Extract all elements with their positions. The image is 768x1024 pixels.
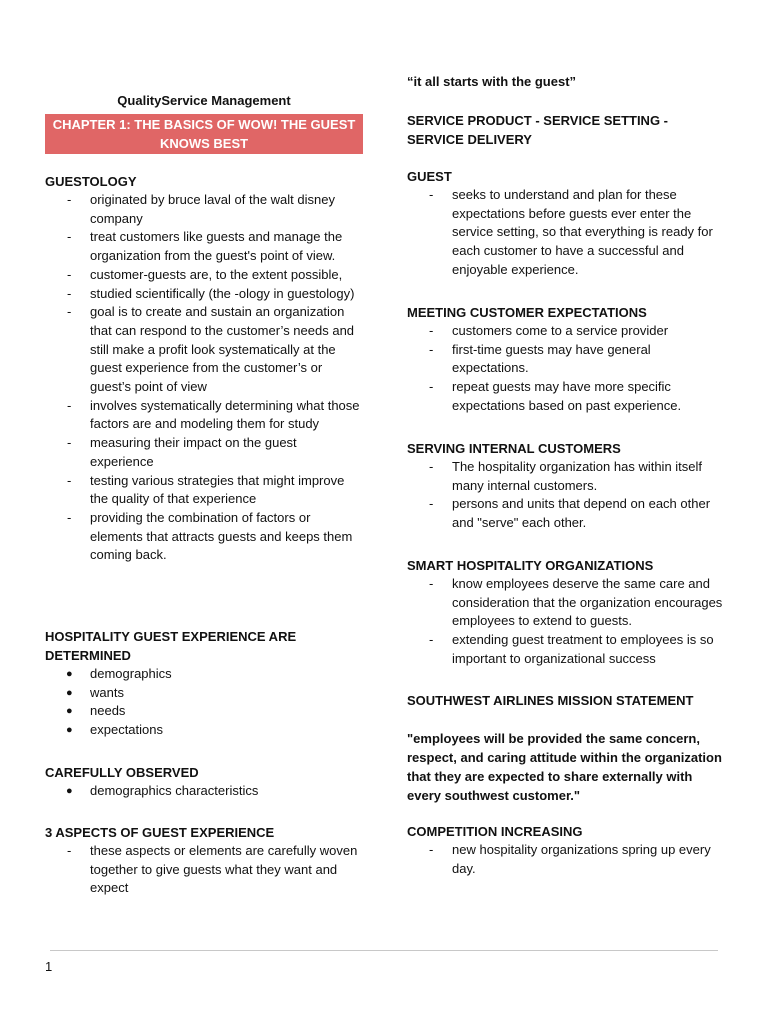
- dash-marker: -: [67, 472, 72, 488]
- section-heading: HOSPITALITY GUEST EXPERIENCE ARE DETERMINED: [45, 629, 297, 663]
- aspects-list: [45, 842, 363, 898]
- dash-marker: -: [429, 496, 434, 512]
- list-item: ● wants: [45, 684, 363, 703]
- list-item: - persons and units that depend on each other and "serve" each other.: [429, 496, 711, 531]
- dash-marker: -: [67, 304, 72, 320]
- bullet-marker: ●: [66, 724, 73, 737]
- section-internal: [407, 439, 725, 533]
- section-heading: SERVING INTERNAL CUSTOMERS: [407, 441, 621, 456]
- section-heading: SMART HOSPITALITY ORGANIZATIONS: [407, 558, 654, 573]
- list-item: ● demographics characteristics: [45, 782, 363, 801]
- list-item: - goal is to create and sustain an organization that can respond to the customer’s needs and still make a profit look systematically at the guest experience from the customer’s or guest’s point of view: [67, 304, 355, 395]
- internal-list: [407, 458, 725, 533]
- smart-list: [407, 575, 725, 669]
- section-mission-quote: [407, 729, 725, 805]
- chapter-banner: CHAPTER 1: THE BASICS OF WOW! THE GUEST KNOWS BEST: [45, 114, 363, 154]
- service-heading: SERVICE PRODUCT - SERVICE SETTING - SERVICE DELIVERY: [407, 113, 669, 147]
- bullet-marker: ●: [66, 705, 73, 718]
- list-item: - these aspects or elements are carefully woven together to give guests what they want and expect: [67, 843, 358, 896]
- list-item: - treat customers like guests and manage the organization from the guest's point of view.: [67, 229, 343, 264]
- list-item: - originated by bruce laval of the walt disney company: [67, 192, 335, 226]
- dash-marker: -: [429, 576, 434, 591]
- list-item: - seeks to understand and plan for these expectations before guests ever enter the service setting, so that everything is ready for each customer to have a successful and enjoyable experience.: [429, 187, 713, 277]
- dash-marker: -: [429, 632, 434, 648]
- list-item: ● needs: [45, 702, 363, 721]
- section-southwest: [407, 691, 725, 710]
- section-heading: MEETING CUSTOMER EXPECTATIONS: [407, 305, 647, 320]
- list-item: - The hospitality organization has within itself many internal customers.: [429, 459, 703, 493]
- section-heading: SOUTHWEST AIRLINES MISSION STATEMENT: [407, 693, 694, 708]
- dash-marker: -: [67, 397, 72, 413]
- meeting-list: [407, 322, 725, 416]
- determined-list: [45, 665, 363, 740]
- dash-marker: -: [429, 323, 434, 338]
- list-item: - first-time guests may have general expectations.: [429, 341, 651, 376]
- section-observed: [45, 763, 363, 801]
- section-competition: [407, 822, 725, 878]
- list-item: - measuring their impact on the guest experience: [67, 435, 297, 469]
- section-heading: GUESTOLOGY: [45, 174, 137, 189]
- section-guestology: [45, 172, 363, 565]
- mission-quote: "employees will be provided the same concern, respect, and caring attitude within the organization that they are expected to share externally with every southwest customer.": [407, 731, 722, 803]
- list-item: - extending guest treatment to employees is so important to organizational success: [429, 632, 714, 666]
- page-number: 1: [45, 959, 53, 974]
- competition-list: [407, 841, 725, 878]
- dash-marker: -: [67, 435, 72, 451]
- section-guest: [407, 167, 725, 280]
- document-title: QualityService Management: [117, 93, 291, 108]
- dash-marker: -: [67, 266, 72, 282]
- bullet-marker: ●: [66, 686, 73, 699]
- section-heading: CAREFULLY OBSERVED: [45, 765, 199, 780]
- dash-marker: -: [429, 379, 434, 395]
- footer-divider: [50, 950, 718, 951]
- section-determined: [45, 627, 363, 740]
- list-item: - testing various strategies that might improve the quality of that experience: [67, 472, 345, 507]
- starts-line: “it all starts with the guest”: [407, 74, 577, 89]
- section-starts: [407, 72, 725, 91]
- list-item: - customers come to a service provider: [407, 322, 725, 341]
- list-item: ● demographics: [45, 665, 363, 684]
- bullet-marker: ●: [66, 668, 73, 680]
- dash-marker: -: [67, 285, 72, 301]
- guestology-list: [45, 191, 363, 565]
- section-service: [407, 111, 725, 149]
- section-heading: COMPETITION INCREASING: [407, 824, 583, 839]
- section-meeting: [407, 303, 725, 416]
- list-item: - studied scientifically (the -ology in guestology): [45, 285, 363, 304]
- list-item: - new hospitality organizations spring up every day.: [429, 842, 711, 876]
- dash-marker: -: [67, 843, 72, 858]
- dash-marker: -: [67, 229, 72, 245]
- list-item: ● expectations: [45, 721, 363, 740]
- dash-marker: -: [429, 187, 434, 202]
- section-aspects: [45, 823, 363, 898]
- section-smart: [407, 556, 725, 669]
- dash-marker: -: [429, 459, 434, 474]
- dash-marker: -: [429, 341, 434, 357]
- section-heading: 3 ASPECTS OF GUEST EXPERIENCE: [45, 825, 275, 840]
- section-heading: GUEST: [407, 169, 452, 184]
- list-item: - providing the combination of factors or elements that attracts guests and keeps them coming back.: [67, 509, 353, 563]
- list-item: - repeat guests may have more specific expectations based on past experience.: [429, 379, 682, 413]
- observed-list: [45, 782, 363, 801]
- list-item: - involves systematically determining what those factors are and modeling them for study: [67, 397, 360, 432]
- guest-list: [407, 186, 725, 280]
- dash-marker: -: [67, 509, 72, 525]
- list-item: - customer-guests are, to the extent possible,: [45, 266, 363, 285]
- bullet-marker: ●: [66, 785, 73, 797]
- dash-marker: -: [429, 842, 434, 857]
- list-item: - know employees deserve the same care and consideration that the organization encourages employees to extend to guests.: [429, 576, 723, 629]
- dash-marker: -: [67, 192, 72, 207]
